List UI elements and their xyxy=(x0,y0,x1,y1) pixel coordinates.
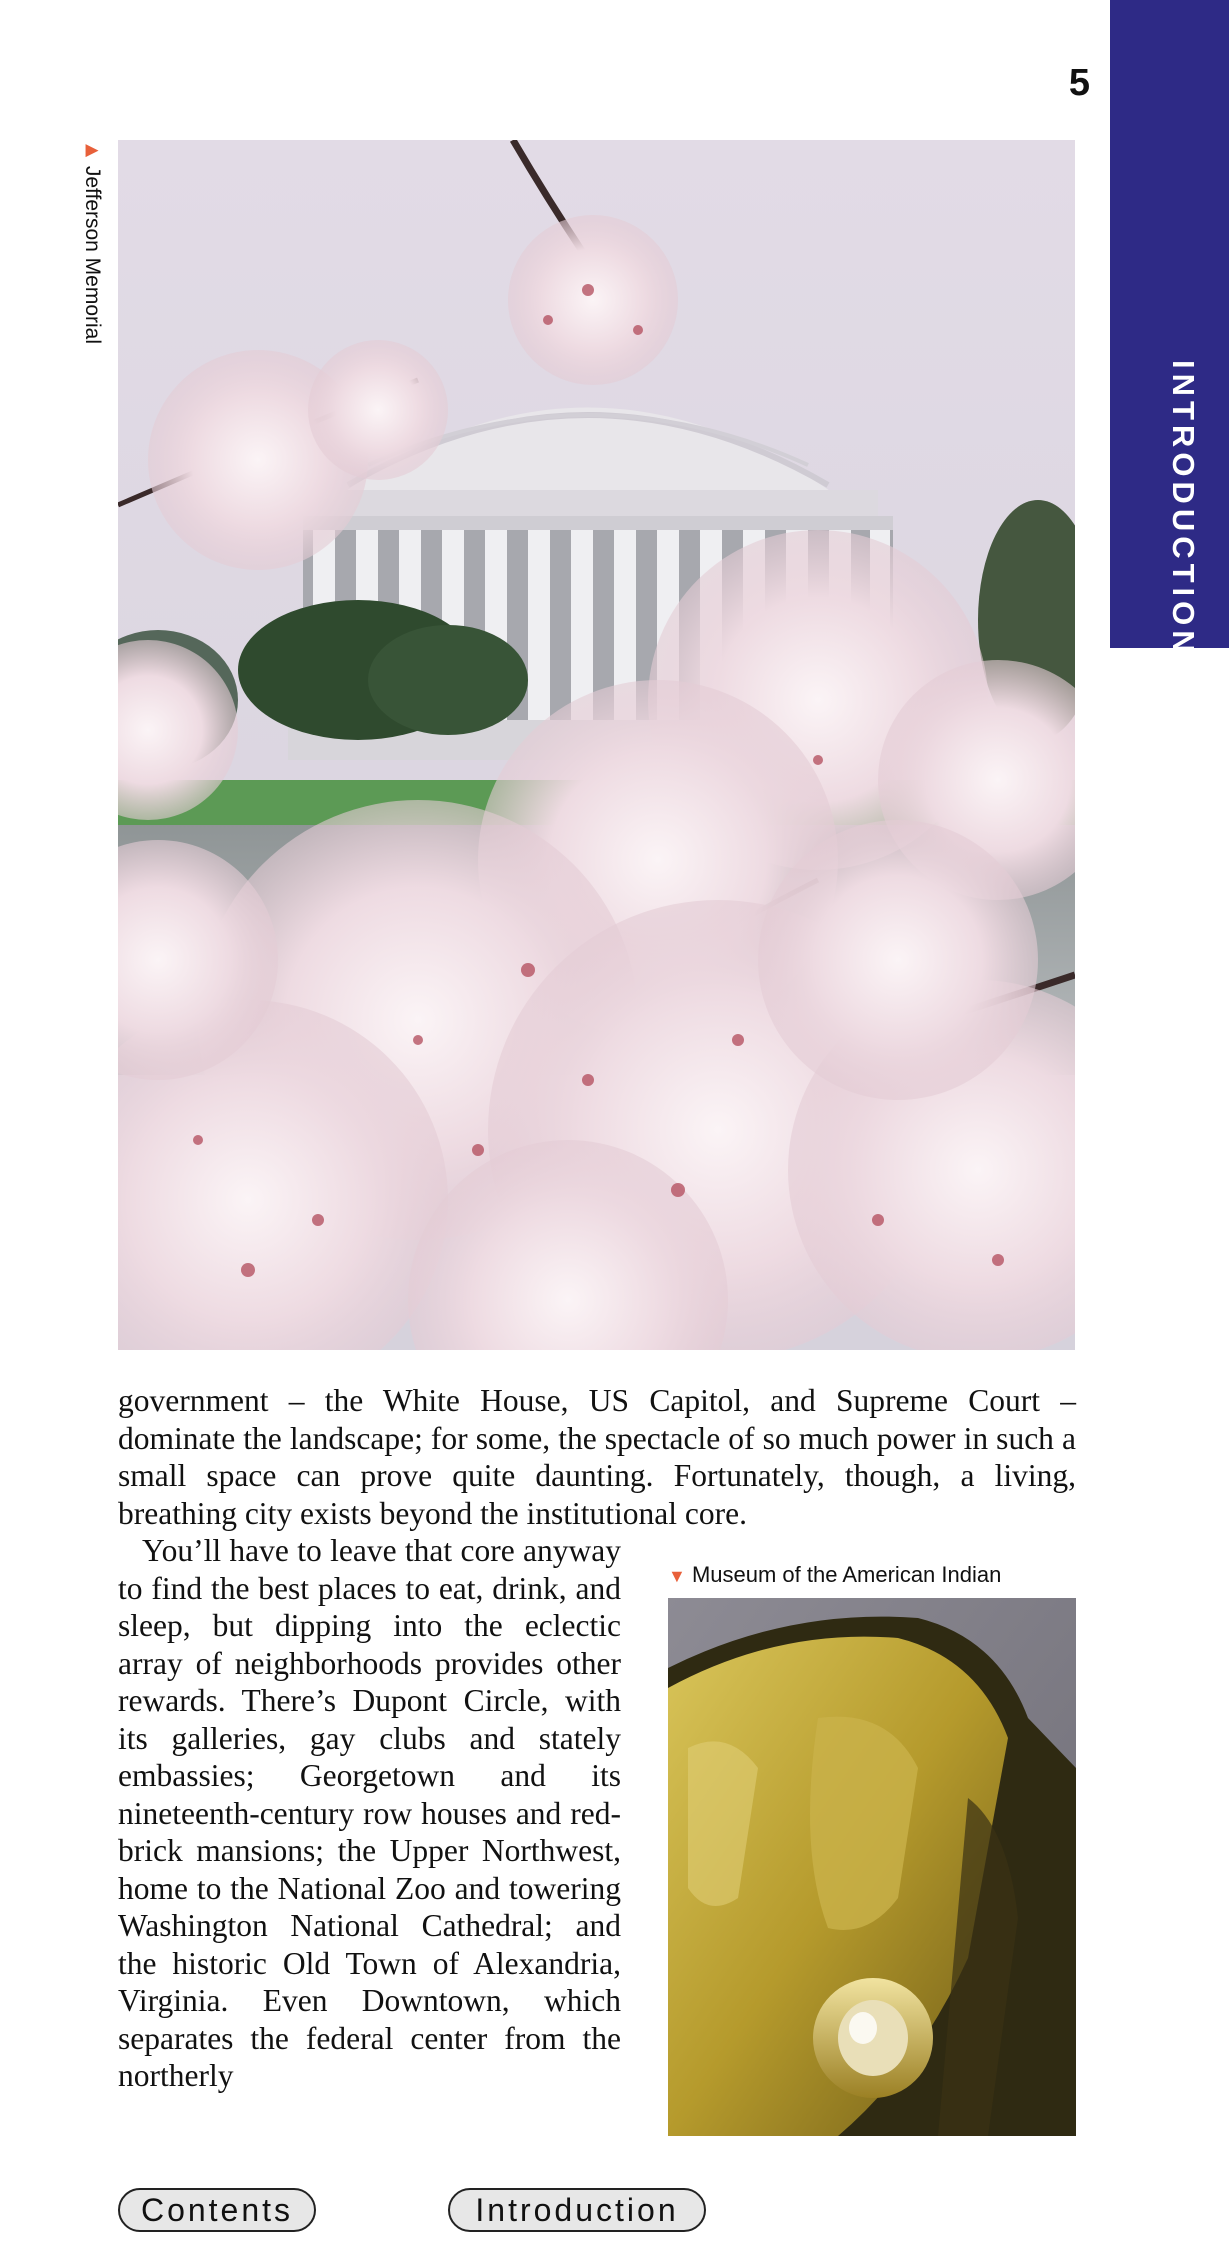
section-tab-label: INTRODUCTION xyxy=(1166,360,1201,658)
main-photo-caption xyxy=(80,140,104,400)
page-number: 5 xyxy=(1068,62,1090,104)
jefferson-memorial-photo xyxy=(118,140,1075,1350)
contents-button[interactable]: Contents xyxy=(118,2188,316,2232)
body-paragraph-2: You’ll have to leave that core anyway to find the best places to eat, drink, and sleep, but dipping into the eclectic array of neighborhoods provides other rewards. There’s Dupont Circle, with its galleries, gay clubs and stately embassies; Georgetown and its nineteenth-century row houses and red-brick mansions; the Upper Northwest, home to the National Zoo and towering Washington National Cathedral; and the historic Old Town of Alexandria, Virginia. Even Downtown, which separates the federal center from the northerly xyxy=(118,1533,621,2093)
museum-photo xyxy=(668,1598,1076,2136)
caption-marker-icon: ▼ xyxy=(668,1566,686,1586)
caption-marker-icon: ▶ xyxy=(83,140,102,160)
main-photo-caption-text: Jefferson Memorial xyxy=(81,165,104,345)
introduction-button[interactable]: Introduction xyxy=(448,2188,706,2232)
body-paragraph-1: government – the White House, US Capitol, and Supreme Court – dominate the landscape; for some, the spectacle of so much power in such a small space can prove quite daunting. Fortunately, though, a living, breathing city exists beyond the institutional core. xyxy=(118,1383,1076,1531)
museum-photo-caption xyxy=(668,1562,1078,1588)
museum-photo-caption-text: Museum of the American Indian xyxy=(691,1562,1002,1587)
